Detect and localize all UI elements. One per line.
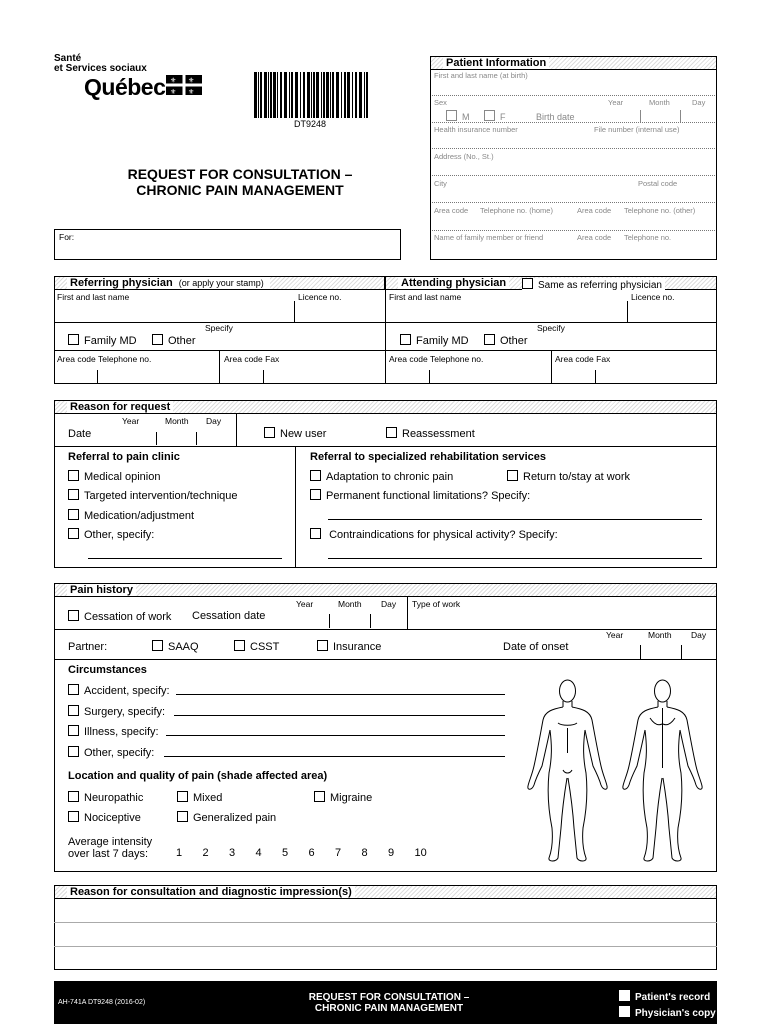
targeted-checkbox[interactable] (68, 489, 238, 502)
referring-specify-label: Specify (205, 323, 233, 333)
pain-history-title: Pain history (67, 584, 136, 596)
nociceptive-checkbox[interactable] (68, 811, 141, 824)
reassessment-label: Reassessment (402, 428, 475, 440)
for-field[interactable] (54, 229, 401, 260)
intensity-7[interactable]: 7 (335, 847, 342, 859)
migraine-checkbox[interactable] (314, 791, 372, 804)
quebec-flag-icon (166, 75, 202, 95)
attending-name-label: First and last name (389, 292, 462, 302)
footer-bar (54, 981, 717, 1024)
referring-family-md-label: Family MD (84, 335, 137, 347)
medication-label: Medication/adjustment (84, 510, 195, 522)
consultation-box[interactable] (54, 898, 717, 970)
permanent-label: Permanent functional limitations? Specify: (326, 490, 531, 502)
consultation-title: Reason for consultation and diagnostic impression(s) (67, 886, 355, 898)
insurance-label: Insurance (333, 641, 382, 653)
new-user-label: New user (280, 428, 327, 440)
partner-label: Partner: (68, 641, 108, 653)
accident-checkbox[interactable] (68, 684, 170, 697)
circumstances-title: Circumstances (68, 664, 147, 676)
other-specify-label: Other, specify: (84, 529, 155, 541)
attending-specify-label: Specify (537, 323, 565, 333)
sex-m-label: M (462, 112, 470, 122)
attending-family-md-checkbox[interactable] (400, 334, 469, 347)
intensity-4[interactable]: 4 (255, 847, 262, 859)
referring-header (54, 276, 385, 290)
reassessment-checkbox[interactable] (386, 427, 475, 440)
attending-title: Attending physician (401, 277, 507, 289)
pain-history-header (54, 583, 717, 597)
sex-label: Sex (434, 98, 447, 107)
intensity-8[interactable]: 8 (361, 847, 368, 859)
pain-clinic-title: Referral to pain clinic (68, 451, 180, 463)
reason-day-label: Day (206, 416, 222, 426)
rehab-title: Referral to specialized rehabilitation services (310, 451, 546, 463)
insurance-checkbox[interactable] (317, 640, 381, 653)
date-label: Date (68, 428, 92, 440)
intensity-5[interactable]: 5 (282, 847, 289, 859)
health-ins-label: Health insurance number (434, 125, 518, 134)
footer-title-line1: REQUEST FOR CONSULTATION – (308, 992, 470, 1003)
contraindications-label: Contraindications for physical activity? Specify: (329, 529, 558, 541)
illness-checkbox[interactable] (68, 725, 159, 738)
referring-other-checkbox[interactable] (152, 334, 196, 347)
svg-text:⚜: ⚜ (188, 76, 195, 85)
medical-opinion-label: Medical opinion (84, 471, 161, 483)
form-title-line1: REQUEST FOR CONSULTATION – (127, 166, 353, 182)
home-area-code-label: Area code (434, 206, 469, 215)
birth-month-label: Month (649, 98, 670, 107)
location-title: Location and quality of pain (shade affected area) (68, 770, 328, 782)
attending-family-md-label: Family MD (416, 335, 469, 347)
body-back-figure-icon[interactable] (620, 678, 705, 864)
form-title (70, 166, 410, 198)
circ-other-checkbox[interactable] (68, 746, 154, 759)
ministry-line1: Santé (54, 53, 82, 64)
referring-licence-label: Licence no. (298, 292, 342, 302)
city-label: City (434, 179, 447, 188)
patient-info-box (430, 69, 717, 260)
contraindications-checkbox[interactable] (310, 528, 558, 541)
patient-record-label: Patient's record (635, 992, 711, 1003)
barcode-icon (254, 72, 370, 118)
avg-intensity-line1: Average intensity (68, 836, 153, 848)
sex-f-label: F (500, 112, 506, 122)
generalized-checkbox[interactable] (177, 811, 276, 824)
csst-label: CSST (250, 641, 280, 653)
accident-label: Accident, specify: (84, 685, 170, 697)
referring-family-md-checkbox[interactable] (68, 334, 137, 347)
illness-label: Illness, specify: (84, 726, 159, 738)
family-tel-label: Telephone no. (624, 233, 672, 242)
onset-year-label: Year (606, 630, 624, 640)
file-number-label: File number (internal use) (594, 125, 680, 134)
birth-day-label: Day (692, 98, 706, 107)
attending-fax-label: Area code Fax (555, 354, 611, 364)
reason-header (54, 400, 717, 414)
neuropathic-checkbox[interactable] (68, 791, 143, 804)
surgery-checkbox[interactable] (68, 705, 165, 718)
intensity-9[interactable]: 9 (388, 847, 395, 859)
physician-copy-checkbox[interactable] (619, 1006, 716, 1019)
nociceptive-label: Nociceptive (84, 812, 141, 824)
ministry-name (54, 54, 147, 74)
patient-info-title: Patient Information (443, 57, 549, 69)
patient-record-checkbox[interactable] (619, 990, 710, 1003)
permanent-checkbox[interactable] (310, 489, 530, 502)
csst-checkbox[interactable] (234, 640, 279, 653)
sex-f-checkbox[interactable] (484, 110, 506, 122)
consultation-header (54, 885, 717, 899)
type-of-work-label: Type of work (412, 599, 461, 609)
svg-text:⚜: ⚜ (188, 88, 195, 95)
attending-licence-label: Licence no. (631, 292, 675, 302)
cessation-date-label: Cessation date (192, 610, 266, 622)
circ-other-label: Other, specify: (84, 747, 155, 759)
referring-name-label: First and last name (57, 292, 130, 302)
cessation-month-label: Month (338, 599, 362, 609)
neuropathic-label: Neuropathic (84, 792, 144, 804)
reason-title: Reason for request (67, 401, 173, 413)
footer-code: AH-741A DT9248 (2016-02) (58, 999, 146, 1006)
intensity-1[interactable]: 1 (176, 847, 183, 859)
saaq-checkbox[interactable] (152, 640, 199, 653)
targeted-label: Targeted intervention/technique (84, 490, 238, 502)
generalized-label: Generalized pain (193, 812, 277, 824)
svg-text:⚜: ⚜ (170, 88, 177, 95)
other-specify-checkbox[interactable] (68, 528, 154, 541)
cessation-label: Cessation of work (84, 611, 172, 623)
medication-checkbox[interactable] (68, 509, 194, 522)
address-label: Address (No., St.) (434, 152, 494, 161)
form-title-line2: CHRONIC PAIN MANAGEMENT (136, 182, 344, 198)
new-user-checkbox[interactable] (264, 427, 326, 440)
tel-home-label: Telephone no. (home) (480, 206, 553, 215)
attending-other-checkbox[interactable] (484, 334, 528, 347)
referring-phone-label: Area code Telephone no. (57, 354, 152, 364)
migraine-label: Migraine (330, 792, 373, 804)
footer-title-line2: CHRONIC PAIN MANAGEMENT (314, 1003, 464, 1014)
physician-copy-label: Physician's copy (635, 1008, 716, 1019)
ministry-line2: et Services sociaux (54, 63, 147, 74)
body-front-figure-icon[interactable] (525, 678, 610, 864)
surgery-label: Surgery, specify: (84, 706, 166, 718)
intensity-3[interactable]: 3 (229, 847, 236, 859)
intensity-2[interactable]: 2 (202, 847, 209, 859)
patient-name-label: First and last name (at birth) (434, 71, 528, 80)
cessation-year-label: Year (296, 599, 314, 609)
footer-title (264, 992, 514, 1014)
avg-intensity-label (68, 836, 152, 860)
postal-label: Postal code (638, 179, 678, 188)
tel-other-label: Telephone no. (other) (624, 206, 696, 215)
referring-title: Referring physician (70, 277, 173, 289)
birth-date-label: Birth date (536, 112, 575, 122)
adaptation-checkbox[interactable] (310, 470, 453, 483)
mixed-label: Mixed (193, 792, 223, 804)
attending-phone-label: Area code Telephone no. (389, 354, 484, 364)
reason-year-label: Year (122, 416, 140, 426)
onset-month-label: Month (648, 630, 672, 640)
barcode-text: DT9248 (294, 119, 327, 129)
referring-other-label: Other (168, 335, 196, 347)
saaq-label: SAAQ (168, 641, 199, 653)
svg-text:⚜: ⚜ (170, 76, 177, 85)
onset-day-label: Day (691, 630, 707, 640)
family-area-code-label: Area code (577, 233, 612, 242)
return-work-checkbox[interactable] (507, 470, 630, 483)
referring-note: (or apply your stamp) (176, 278, 267, 288)
same-as-referring-label: Same as referring physician (538, 280, 662, 291)
sex-m-checkbox[interactable] (446, 110, 470, 122)
date-onset-label: Date of onset (503, 641, 569, 653)
adaptation-label: Adaptation to chronic pain (326, 471, 454, 483)
other-area-code-label: Area code (577, 206, 612, 215)
medical-opinion-checkbox[interactable] (68, 470, 160, 483)
quebec-logo-text: Québec (84, 74, 166, 100)
attending-other-label: Other (500, 335, 528, 347)
cessation-day-label: Day (381, 599, 397, 609)
cessation-checkbox[interactable] (68, 610, 171, 623)
reason-month-label: Month (165, 416, 189, 426)
avg-intensity-line2: over last 7 days: (68, 848, 149, 860)
for-label: For: (59, 232, 75, 242)
patient-info-header (430, 56, 717, 70)
birth-year-label: Year (608, 98, 624, 107)
mixed-checkbox[interactable] (177, 791, 222, 804)
intensity-10[interactable]: 10 (414, 847, 427, 859)
intensity-6[interactable]: 6 (308, 847, 315, 859)
return-work-label: Return to/stay at work (523, 471, 630, 483)
family-member-label: Name of family member or friend (434, 233, 544, 242)
referring-fax-label: Area code Fax (224, 354, 280, 364)
